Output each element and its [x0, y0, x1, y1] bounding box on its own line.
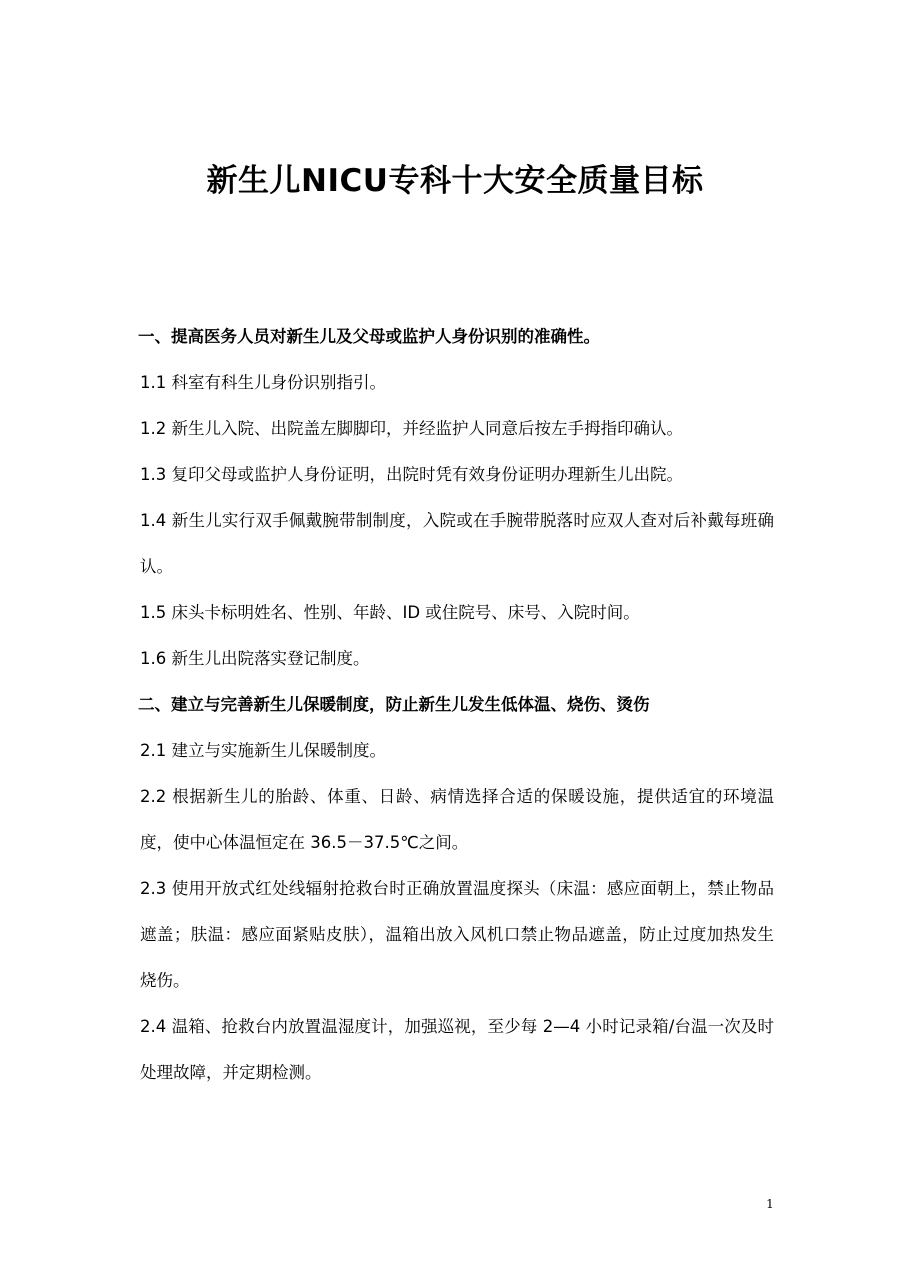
- page-number: 1: [766, 1197, 774, 1211]
- section-1-item-4: 1.4 新生儿实行双手佩戴腕带制制度，入院或在手腕带脱落时应双人查对后补戴每班确认。: [140, 511, 774, 576]
- section-2-item-1: 2.1 建立与实施新生儿保暖制度。: [140, 741, 386, 760]
- section-1-item-1: 1.1 科室有科生儿身份识别指引。: [140, 373, 386, 392]
- section-1-item-3: 1.3 复印父母或监护人身份证明，出院时凭有效身份证明办理新生儿出院。: [140, 465, 683, 484]
- section-2-item-4: 2.4 温箱、抢救台内放置温湿度计，加强巡视，至少每 2—4 小时记录箱/台温一次及时处理故障，并定期检测。: [140, 1017, 774, 1082]
- section-1-item-2: 1.2 新生儿入院、出院盖左脚脚印，并经监护人同意后按左手拇指印确认。: [140, 419, 683, 438]
- document-title: 新生儿NICU专科十大安全质量目标: [206, 163, 704, 199]
- section-1-item-5: 1.5 床头卡标明姓名、性别、年龄、ID 或住院号、床号、入院时间。: [140, 603, 640, 622]
- section-1-item-6: 1.6 新生儿出院落实登记制度。: [140, 649, 370, 668]
- section-2-item-3: 2.3 使用开放式红处线辐射抢救台时正确放置温度探头（床温：感应面朝上，禁止物品遮盖；肤温：感应面紧贴皮肤），温箱出放入风机口禁止物品遮盖，防止过度加热发生烧伤。: [140, 879, 774, 990]
- section-1-heading: 一、提高医务人员对新生儿及父母或监护人身份识别的准确性。: [138, 327, 600, 346]
- document-body: [138, 314, 774, 1096]
- section-2-heading: 二、建立与完善新生儿保暖制度，防止新生儿发生低体温、烧伤、烫伤: [138, 695, 650, 714]
- section-2-item-2: 2.2 根据新生儿的胎龄、体重、日龄、病情选择合适的保暖设施，提供适宜的环境温度，使中心体温恒定在 36.5－37.5℃之间。: [140, 787, 774, 852]
